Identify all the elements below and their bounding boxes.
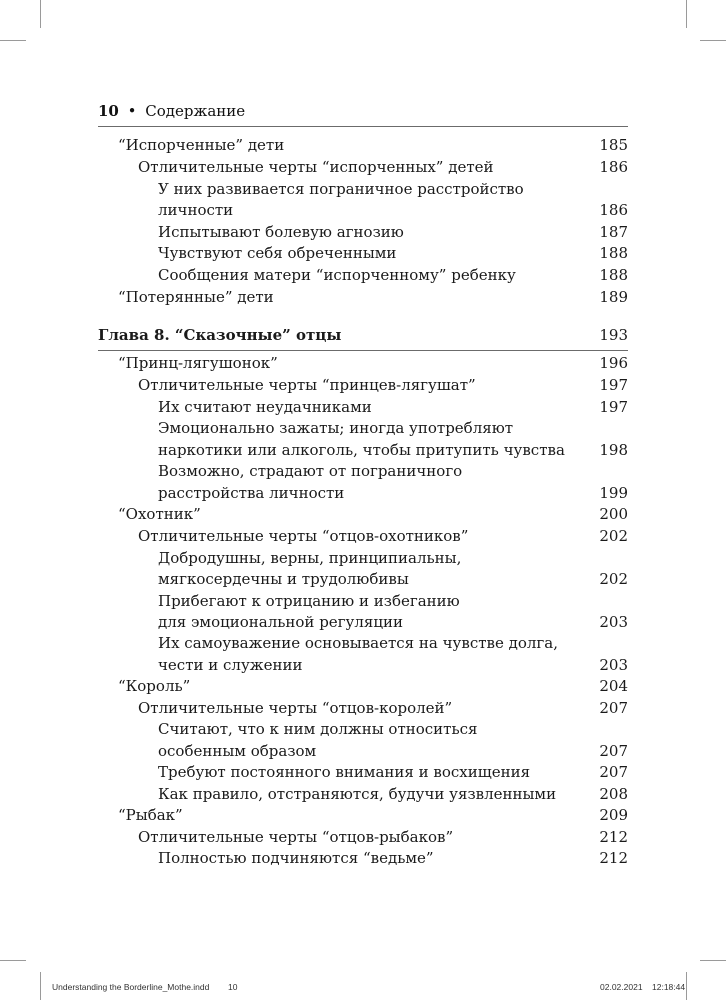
section-title: Содержание xyxy=(145,102,246,120)
toc-entry-item: Испытывают болевую агнозию xyxy=(158,223,404,241)
toc-page-number: 207 xyxy=(599,699,628,717)
toc-entry-item: Прибегают к отрицанию и избеганию xyxy=(158,592,460,610)
print-slug xyxy=(52,982,688,994)
toc-page-number xyxy=(560,590,628,612)
toc-page-number xyxy=(560,417,628,439)
toc-entry-item: Как правило, отстраняются, будучи уязвленными xyxy=(158,785,557,803)
crop-mark xyxy=(700,960,726,961)
toc-page-number: 203 xyxy=(599,656,628,674)
toc-entry-item: чести и служении xyxy=(158,656,303,674)
toc-entry-section: “Рыбак” xyxy=(118,806,183,824)
toc-entry-item: У них развивается пограничное расстройство xyxy=(158,180,524,198)
toc-entry-item: Требуют постоянного внимания и восхищения xyxy=(158,763,531,781)
toc-entry-subsection: Отличительные черты “отцов-охотников” xyxy=(138,527,469,545)
toc-page-number xyxy=(560,547,628,569)
toc-page-number: 203 xyxy=(599,613,628,631)
slug-page-number: 10 xyxy=(228,982,238,992)
crop-mark xyxy=(700,40,726,41)
toc-entry-chapter: Глава 8. “Сказочные” отцы xyxy=(98,326,342,344)
toc-page-number: 207 xyxy=(599,742,628,760)
toc-entry-item: особенным образом xyxy=(158,742,317,760)
crop-mark xyxy=(0,960,26,961)
toc-page-number: 202 xyxy=(599,570,628,588)
toc-page-number xyxy=(560,460,628,482)
page-number: 10 xyxy=(98,102,119,120)
toc-page-number: 193 xyxy=(599,326,628,344)
toc-entry-item: Их считают неудачниками xyxy=(158,398,372,416)
toc-entry-subsection: Отличительные черты “отцов-рыбаков” xyxy=(138,828,454,846)
crop-mark xyxy=(686,0,687,28)
toc-page-number: 188 xyxy=(599,244,628,262)
crop-mark xyxy=(0,40,26,41)
toc-page-number: 212 xyxy=(599,828,628,846)
toc-entry-item: Чувствуют себя обреченными xyxy=(158,244,397,262)
crop-mark xyxy=(40,972,41,1000)
toc-entry-subsection: Отличительные черты “принцев-лягушат” xyxy=(138,376,476,394)
toc-page-number xyxy=(560,178,628,200)
toc-page-number: 186 xyxy=(599,201,628,219)
toc-page-number: 209 xyxy=(599,806,628,824)
toc-entry-item: личности xyxy=(158,201,234,219)
toc-entry-section: “Потерянные” дети xyxy=(118,288,274,306)
toc-page-number xyxy=(560,632,628,654)
toc-entry-item: наркотики или алкоголь, чтобы притупить чувства xyxy=(158,441,565,459)
toc-entry-item: Эмоционально зажаты; иногда употребляют xyxy=(158,419,514,437)
crop-mark xyxy=(40,0,41,28)
slug-filename: Understanding the Borderline_Mothe.indd xyxy=(52,982,210,992)
toc-entry-section: “Принц-лягушонок” xyxy=(118,354,278,372)
toc-page-number xyxy=(560,718,628,740)
toc-page-number: 198 xyxy=(599,441,628,459)
header-rule xyxy=(98,126,628,127)
toc-page-number: 186 xyxy=(599,158,628,176)
toc-page-number: 200 xyxy=(599,505,628,523)
toc-page-number: 212 xyxy=(599,849,628,867)
toc-entry-subsection: Отличительные черты “испорченных” детей xyxy=(138,158,494,176)
toc-page-number: 204 xyxy=(599,677,628,695)
toc-entry-item: для эмоциональной регуляции xyxy=(158,613,403,631)
toc-entry-item: Сообщения матери “испорченному” ребенку xyxy=(158,266,516,284)
toc-entry-item: Их самоуважение основывается на чувстве долга, xyxy=(158,634,558,652)
toc-entry-item: Возможно, страдают от пограничного xyxy=(158,462,463,480)
running-head xyxy=(98,101,245,121)
toc-entry-item: расстройства личности xyxy=(158,484,345,502)
toc-page-number: 196 xyxy=(599,354,628,372)
toc-page-number: 187 xyxy=(599,223,628,241)
bullet-separator: • xyxy=(127,102,137,120)
toc-entry-section: “Испорченные” дети xyxy=(118,136,285,154)
toc-page-number: 197 xyxy=(599,398,628,416)
slug-time: 12:18:44 xyxy=(652,982,686,992)
toc-entry-item: мягкосердечны и трудолюбивы xyxy=(158,570,409,588)
toc-page-number: 188 xyxy=(599,266,628,284)
toc-entry-item: Полностью подчиняются “ведьме” xyxy=(158,849,434,867)
toc-page-number: 199 xyxy=(599,484,628,502)
toc-entry-subsection: Отличительные черты “отцов-королей” xyxy=(138,699,453,717)
toc-page-number: 189 xyxy=(599,288,628,306)
toc-page-number: 208 xyxy=(599,785,628,803)
toc-entry-item: Считают, что к ним должны относиться xyxy=(158,720,478,738)
slug-date: 02.02.2021 xyxy=(600,982,643,992)
toc-entry-item: Добродушны, верны, принципиальны, xyxy=(158,549,462,567)
toc-page-number: 197 xyxy=(599,376,628,394)
toc-page-number: 202 xyxy=(599,527,628,545)
toc-entry-section: “Охотник” xyxy=(118,505,201,523)
toc-entry-section: “Король” xyxy=(118,677,191,695)
toc-page-number: 185 xyxy=(599,136,628,154)
chapter-rule xyxy=(98,350,628,351)
toc-page-number: 207 xyxy=(599,763,628,781)
